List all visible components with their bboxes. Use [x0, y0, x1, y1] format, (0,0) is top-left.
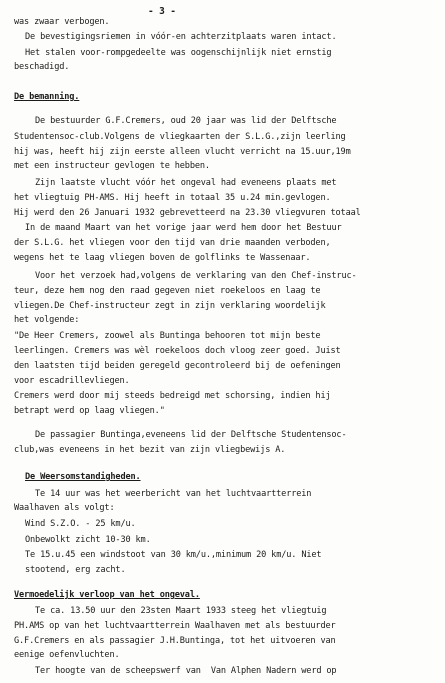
text-line: De bestuurder G.F.Cremers, oud 20 jaar was lid der Delftsche: [35, 116, 337, 126]
text-line: vliegen.De Chef-instructeur zegt in zijn verklaring woordelijk: [14, 301, 326, 311]
text-line: Studentensoc-club.Volgens de vliegkaarten der S.L.G.,zijn leerling: [14, 132, 346, 142]
text-line: Voor het verzoek had,volgens de verklaring van den Chef-instruc-: [35, 271, 357, 281]
text-line: beschadigd.: [14, 62, 70, 72]
text-line: teur, deze hem nog den raad gegeven niet roekeloos en laag te: [14, 286, 321, 296]
text-line: stootend, erg zacht.: [25, 565, 126, 575]
text-line: De bevestigingsriemen in vóór-en achterzitplaats waren intact.: [25, 32, 337, 42]
text-line: hij was, heeft hij zijn eerste alleen vlucht verricht na 15.uur,19m: [14, 147, 351, 157]
text-line: was zwaar verbogen.: [14, 17, 110, 27]
text-line: Hij werd den 26 Januari 1932 gebrevetteerd na 23.30 vliegvuren totaal: [14, 208, 361, 218]
text-line: G.F.Cremers en als passagier J.H.Buntinga, tot het uitvoeren van: [14, 636, 336, 646]
text-line: Te 15.u.45 een windstoot van 30 km/u.,minimum 20 km/u. Niet: [25, 550, 322, 560]
text-line: voor escadrillevliegen.: [14, 376, 130, 386]
text-line: Zijn laatste vlucht vóór het ongeval had eveneens plaats met: [35, 178, 337, 188]
text-line: club,was eveneens in het bezit van zijn vliegbewijs A.: [14, 445, 286, 455]
text-line: Te 14 uur was het weerbericht van het luchtvaartterrein: [35, 489, 312, 499]
text-line: Het stalen voor-rompgedeelte was oogenschijnlijk niet ernstig: [25, 48, 332, 58]
text-line: der S.L.G. het vliegen voor den tijd van drie maanden verboden,: [14, 238, 331, 248]
text-line: wegens het te laag vliegen boven de golflinks te Wassenaar.: [14, 253, 311, 263]
text-line: Wind S.Z.O. - 25 km/u.: [25, 519, 136, 529]
text-line: Onbewolkt zicht 10-30 km.: [25, 535, 151, 545]
text-line: Te ca. 13.50 uur den 23sten Maart 1933 steeg het vliegtuig: [35, 606, 327, 616]
text-line: Ter hoogte van de scheepswerf van Van Alphen Nadern werd op: [35, 666, 337, 676]
text-line: Cremers werd door mij steeds bedreigd met schorsing, indien hij: [14, 391, 331, 401]
text-line: betrapt werd op laag vliegen.": [14, 406, 165, 416]
text-line: den laatsten tijd beiden geregeld gecontroleerd bij de oefeningen: [14, 361, 341, 371]
text-line: leerlingen. Cremers was wèl roekeloos doch vloog zeer goed. Juist: [14, 346, 341, 356]
section-heading: Vermoedelijk verloop van het ongeval.: [14, 590, 200, 600]
section-heading: De Weersomstandigheden.: [25, 472, 141, 482]
text-line: In de maand Maart van het vorige jaar werd hem door het Bestuur: [25, 223, 342, 233]
section-heading: De bemanning.: [14, 92, 80, 102]
text-line: eenige oefenvluchten.: [14, 650, 120, 660]
text-line: "De Heer Cremers, zoowel als Buntinga behooren tot mijn beste: [14, 331, 321, 341]
text-line: PH.AMS op van het luchtvaartterrein Waalhaven met als bestuurder: [14, 621, 336, 631]
text-line: Waalhaven als volgt:: [14, 503, 115, 513]
text-line: het volgende:: [14, 315, 80, 325]
text-line: het vliegtuig PH-AMS. Hij heeft in totaal 35 u.24 min.gevlogen.: [14, 193, 331, 203]
page-number: - 3 -: [148, 6, 176, 17]
text-line: De passagier Buntinga,eveneens lid der Delftsche Studentensoc-: [35, 430, 347, 440]
text-line: met een instructeur gevlogen te hebben.: [14, 161, 210, 171]
